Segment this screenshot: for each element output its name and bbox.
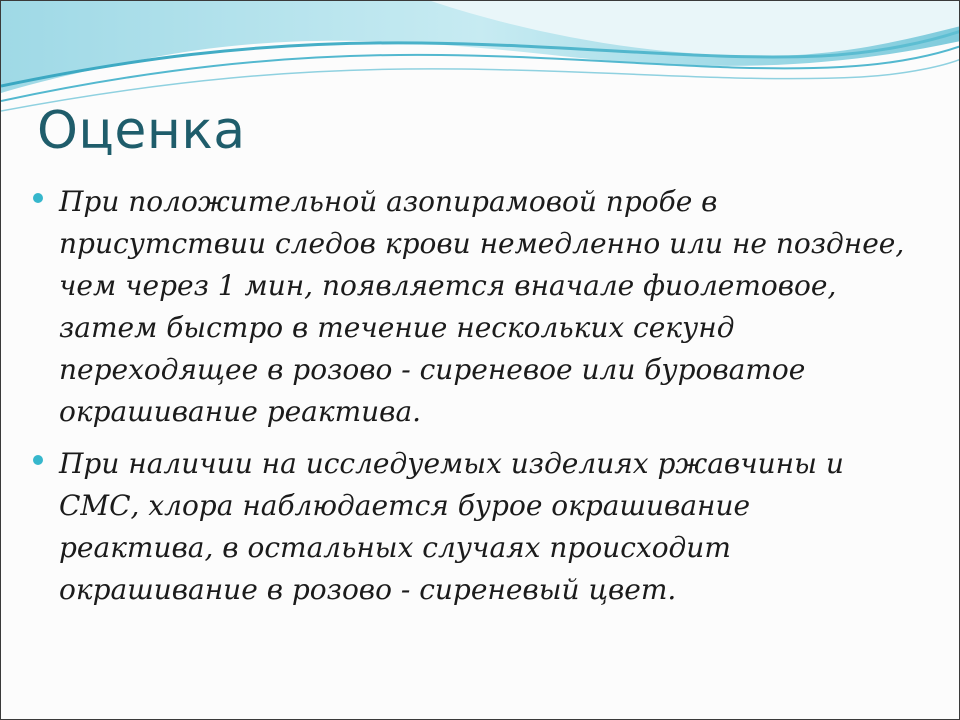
bullet-item [31,443,911,611]
bullet-dot-icon [33,455,43,465]
bullet-item [31,181,911,433]
bullet-list [31,181,911,621]
bullet-dot-icon [33,193,43,203]
bullet-text: При наличии на исследуемых изделиях ржавчины и СМС, хлора наблюдается бурое окрашивание реактива, в остальных случаях происходит окрашивание в розово - сиреневый цвет. [59,447,844,606]
slide-title: Оценка [37,101,246,161]
bullet-text: При положительной азопирамовой пробе в присутствии следов крови немедленно или не позднее, чем через 1 мин, появляется вначале фиолетовое, затем быстро в течение нескольких секунд переходящее в розово - сиреневое или буроватое окрашивание реактива. [59,185,905,428]
